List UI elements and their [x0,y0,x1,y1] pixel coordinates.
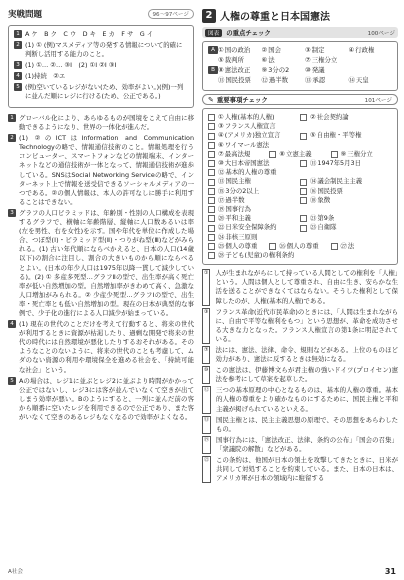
checkbox-icon[interactable] [208,215,215,222]
key-grid-cell [218,56,262,65]
check-item [300,187,392,196]
check-row [208,242,392,251]
check-row [208,113,392,122]
note-text: 人が生まれながらにして持っている人間としての権利を「人権」という。人間は個人として尊重され、自由に生き、安らかな生活を送ることができなくてはならない。そうした権利として保障したのが、人権(基本的人権)である。 [215,269,398,305]
check-item-text: 第9条 [317,214,335,223]
key-page-ref: 100ページ [367,30,395,37]
key-grid-letter [208,56,218,65]
note-paragraph [202,269,398,305]
practice-title: 実戦問題 [8,10,43,20]
check-item-number: ㉗ [340,241,347,250]
check-item-text: 自由権・平等権 [316,131,362,140]
checkbox-icon[interactable] [208,151,215,158]
check-pencil-icon: ✎ [208,95,214,104]
key-grid-answer: 承認 [312,76,326,84]
section-title: 人権の尊重と日本国憲法 [220,12,330,23]
key-grid-marker: ③ [305,46,311,54]
check-item-number: ④ [218,131,224,140]
explanation-text: (1) ②のICTはInformation and Communication Technologyの略で、情報通信技術のこと。情報処理を行うコンピューター、スマートフォンなどの情報端末、インターネットなどの通信技術が一体となって、情報通信技術が進歩している。SNSはSocial Networking Serviceの略で、インターネット上で情報を送受信できるソーシャルメディアの一つである。②の個人情報は、本人の許可なしに勝手に利用することはできない。 [19,134,194,206]
check-item [208,159,300,168]
key-grid-marker: ⑥ [261,56,268,64]
answer-row [14,41,188,59]
key-grid-cell [218,66,262,75]
check-item [300,196,392,205]
key-grid-marker: ⑧ [218,66,224,74]
note-paragraph [202,416,398,434]
check-item-number: ⑰ [218,195,225,204]
check-item-number: ⑩ [218,159,224,168]
check-item-number: ⑳ [218,214,225,223]
explanation-number: 5 [8,377,16,385]
key-grid-cell [305,56,349,65]
checkbox-icon[interactable] [300,179,307,186]
important-check-strip [202,94,398,105]
checkbox-icon[interactable] [208,197,215,204]
check-row [208,251,392,260]
check-row [208,131,392,140]
answer-row [14,61,188,70]
important-check-page-ref: 101ページ [364,97,392,104]
note-paragraph [202,346,398,364]
check-item-text: 象徴 [317,195,331,204]
key-grid-marker: ⑪ [218,76,225,84]
check-item [300,113,392,122]
explanation-number: 4 [8,320,16,328]
check-item-text: フランス人権宣言 [224,122,276,131]
checkbox-icon[interactable] [300,133,307,140]
key-tag: 図表 [205,29,222,37]
check-item-text: 個人の尊重 [225,241,258,250]
check-item-number: ⑫ [218,168,225,177]
check-item [269,150,330,159]
check-item-number: ⑬ [218,177,225,186]
key-grid-answer: 発議 [311,66,325,74]
checkbox-icon[interactable] [208,252,215,259]
checkbox-icon[interactable] [208,114,215,121]
key-grid-marker: ⑤ [218,56,224,64]
check-item [208,187,300,196]
key-grid-cells [218,46,392,55]
check-item-number: ⑨ [340,149,347,158]
key-grid-cells [218,66,392,75]
note-number: ⑲ [202,436,211,454]
key-grid-letter: A [208,46,218,54]
check-row [208,205,392,214]
note-text: 国事行為には、「憲法改正、法律、条約の公布」「国会の召集」「衆議院の解散」などがある。 [216,435,398,453]
key-grid-cell [218,76,262,85]
explanation-text: Aの場合は、レジ1に並ぶとレジ2に並ぶより時間がかかって公正ではないし、レジ3には客が並んでいなくて空きが出てしまう効率が悪い。Bのようにすると、一列に並んだ前の客から順番に空いたレジを利用できるので公正であり、また客がいなくて空きのあるレジもなくなるので効率がよくなる。 [19,376,194,421]
answer-box [8,25,194,108]
practice-page-ref: 96～97ページ [148,9,195,19]
checkbox-icon[interactable] [300,188,307,195]
check-item-text: 大日本帝国憲法 [224,159,270,168]
check-item-text: 人権(基本的人権) [224,113,275,121]
checkbox-icon[interactable] [208,243,215,250]
key-grid-marker: ⑭ [348,76,355,84]
left-column [8,8,194,424]
key-grid-letter [208,76,218,85]
check-row [208,159,392,168]
answer-text: (1)持続 ②エ [25,72,66,80]
footer-publisher: A社会 [8,569,24,575]
check-item [300,131,392,140]
key-grid-answer: 国民投票 [225,76,251,84]
section-number: 2 [202,9,216,23]
explanation-number: 1 [8,114,16,122]
check-item [208,150,269,159]
checkbox-icon[interactable] [331,151,338,158]
answer-number: 5 [14,83,22,91]
check-item-number: ⑮ [218,186,225,195]
explanation-paragraph [8,320,194,375]
key-grid-answer: 国会 [268,46,282,54]
key-check-strip [202,27,398,38]
checkbox-icon[interactable] [300,225,307,232]
section-header [202,8,398,23]
explanation-text: グラフの人口ピラミッドは、年齢別・性別の人口構成を表現するグラフで、横軸に年齢階層、縦軸に人口数あるいは率(左を男性、右を女性)を示す。国や年代を単位に作成した場合、つぼ型(Ⅰ)・ピラミッド型(Ⅱ)・つりがね型(Ⅲ)などがみられる。(1) 古い年代順にならべかえると、日本の人口(14歳以下)の割合に注目し、割合の大きいものから順にならべるとよい。(日本の年少人口は1975年以降一貫して減少している)。(2) ① 多産多死型…グラフⅡの型で、出生率が高く死亡率が低い自然増加の型。自然増加率がきわめて高く、急激な人口増加がみられる。② 少産少死型…グラフⅠの型で、出生率・死亡率とも低い自然増加の型。現在の日本が典型的な事例で、少子化の進行による人口減少が始まっている。 [19,208,194,317]
explanation-text: グローバル化により、あらゆるものが国境をこえて自由に移動できるようになり、世界の一体化が進んだ。 [19,114,194,132]
page-number: 31 [384,567,396,576]
key-grid-cell [262,66,306,75]
checkbox-icon[interactable] [208,206,215,213]
note-text: 三つの基本原理の中心となるものは、基本的人権の尊重。基本的人権の尊重をより確かなものにするために、国民主権と平和主義が掲げられているといえる。 [216,386,398,413]
key-grid-answer: 憲法改正 [224,66,251,74]
key-grid-row [208,66,392,75]
note-number: ⑦ [202,346,210,364]
check-item [208,223,300,232]
check-item-number: ㉓ [310,223,317,232]
check-item-text: 3分の2以上 [225,186,260,195]
check-item [331,150,392,159]
note-text: 法には、憲法、法律、命令、規則などがある。上位のものほど効力があり、憲法に反するときは無効になる。 [215,346,398,364]
answer-text: (例)空いているレジがない(ため、効率がよい。)(例)一列に並んだ順にレジに行ける(ため、公正である。) [25,83,184,100]
checkbox-icon[interactable] [208,179,215,186]
note-text: この憲法は、伊藤博文らが君主権の強いドイツ(プロイセン)憲法を参考にして草案を起草した。 [215,366,398,384]
check-item-text: 法 [347,241,355,250]
important-check-label: 重要事項チェック [216,96,268,104]
check-item [208,131,300,140]
check-row [208,187,392,196]
check-item [300,177,392,186]
check-item-number: ⑤ [310,131,316,140]
check-item [208,177,300,186]
answer-row [14,30,188,39]
check-item-text: 国事行為 [225,205,251,214]
check-row [208,141,392,150]
note-number: ③ [202,308,210,344]
explanation-paragraph [8,377,194,422]
key-grid-row [208,46,392,55]
note-paragraph [202,308,398,344]
note-number: ⑬ [202,416,211,434]
key-grid-answer: 三権分立 [311,56,338,64]
check-item [300,223,392,232]
check-row [208,223,392,232]
note-number: ⑩ [202,366,210,384]
check-item-text: 基本的人権の尊重 [225,168,277,177]
key-grid-answer: 国の政治 [224,46,251,54]
checkbox-icon[interactable] [331,243,338,250]
note-paragraph [202,386,398,413]
check-row [208,233,392,242]
right-column [202,8,398,485]
key-grid-row [208,76,392,85]
check-item-number: ③ [218,122,224,131]
check-item-text: 自衛隊 [317,223,337,232]
note-text: 国民主権とは、民主主義思想の原理で、その思想をあらわしたもの。 [216,415,398,433]
check-item-number: ⑱ [310,195,317,204]
key-grid-cell [349,46,393,55]
answer-row [14,83,188,101]
check-item [208,251,392,260]
practice-header [8,8,194,20]
key-grid-marker: ⑨ [261,66,268,74]
checkbox-icon[interactable] [269,151,276,158]
check-item-number: ① [218,113,224,121]
answer-text: A ケ B ク C ウ D キ E カ F サ G イ [25,30,154,38]
checkbox-icon[interactable] [208,123,215,130]
check-item-number: ㉖ [279,241,286,250]
key-grid-marker: ⑬ [305,76,312,84]
checkbox-icon[interactable] [269,243,276,250]
key-grid-answer: 過半数 [268,76,289,84]
check-item-number: ㉑ [310,214,317,223]
check-item-number: ⑲ [218,205,225,214]
key-grid-cells [218,56,392,65]
explanation-paragraph [8,134,194,207]
key-check-box [202,41,398,91]
answer-text: (1) ① (例)マスメディア等の発する情報について的確に判断し活用する能力のこと。 [25,41,183,58]
explanation-paragraph [8,114,194,132]
check-item-text: 立憲主義 [286,149,312,158]
key-grid-marker: ⑩ [305,66,311,74]
check-item-text: ワイマール憲法 [224,140,270,149]
checkbox-icon[interactable] [208,169,215,176]
key-grid-row [208,56,392,65]
note-list [202,269,398,483]
key-grid-cell [262,56,306,65]
check-item-number: ② [310,113,316,121]
check-item-number: ⑪ [310,159,317,168]
explanation-number: 2 [8,134,16,142]
key-grid-cells [218,76,392,85]
note-paragraph [202,366,398,384]
key-grid-marker: ⑦ [305,56,311,64]
checkbox-icon[interactable] [208,133,215,140]
check-item-text: 1947年5月3日 [317,159,361,168]
checkbox-icon[interactable] [208,234,215,241]
check-item-text: 日米安全保障条約 [225,223,277,232]
check-item-number: ⑥ [218,140,224,149]
key-grid-cell [349,76,393,85]
check-item [208,196,300,205]
answer-number: 4 [14,72,22,80]
check-item-number: ㉒ [218,223,225,232]
checkbox-icon[interactable] [300,215,307,222]
check-item [300,159,392,168]
checkbox-icon[interactable] [208,160,215,167]
note-paragraph [202,456,398,483]
checkbox-icon[interactable] [208,142,215,149]
check-item [331,242,392,251]
check-item [208,233,392,242]
checkbox-icon[interactable] [208,188,215,195]
check-item [208,141,392,150]
check-item-number: ⑭ [310,177,317,186]
check-item-text: 三権分立 [347,149,373,158]
checkbox-icon[interactable] [208,225,215,232]
check-item-text: 国民主権 [225,177,251,186]
check-item-text: 個人の尊重 [286,241,319,250]
key-grid-answer: 3分の2 [268,66,290,74]
key-grid-cell [305,46,349,55]
note-text: フランス革命(近代市民革命)のときには、「人間は生まれながらに、自由で平等な権利をもつ」という思想が、革命を成功させる大きな力となった。フランス人権宣言の第1条に明記されている。 [215,307,398,343]
explanation-text: (1) 現在の世代のことだけを考えて行動すると、将来の世代が利用するときに資源が枯渇したり、過剰な開発で将来の世代の時代には自然環境が悪化したりするおそれがある。そのようなことのないように、将来の世代のことも考慮して、ムダのない資源の利用や環境保全を進める社会を、「持続可能な社会」という。 [19,320,194,374]
key-grid-cell [262,76,306,85]
check-item-text: 非核三原則 [225,232,258,241]
checkbox-icon[interactable] [300,197,307,204]
check-item-text: 過半数 [225,195,245,204]
check-item-number: ⑦ [218,149,224,158]
check-row [208,150,392,159]
check-item-text: 国民投票 [317,186,343,195]
note-number: ㉒ [202,456,211,483]
note-number: ⑫ [202,386,211,413]
check-item-number: ㉘ [218,251,225,260]
check-item-number: ㉕ [218,241,225,250]
key-grid-marker: ⑫ [261,76,268,84]
check-item [208,242,269,251]
check-item-text: 社会契約論 [316,113,349,121]
key-grid-answer: 裁判所 [224,56,244,64]
key-grid-answer: 行政権 [355,46,375,54]
check-item-number: ⑯ [310,186,317,195]
key-grid-marker: ④ [348,46,355,54]
note-number: ① [202,269,210,305]
key-label: の重点チェック [226,29,271,37]
checkbox-icon[interactable] [300,114,307,121]
key-grid-cell [305,76,349,85]
check-item-number: ㉔ [218,232,225,241]
key-grid-marker: ① [218,46,224,54]
key-grid-cell [262,46,306,55]
answer-number: 3 [14,61,22,69]
key-grid-cell [218,46,262,55]
key-grid-marker: ② [261,46,268,54]
check-item-text: 平和主義 [225,214,251,223]
check-item-text: (アメリカ)独立宣言 [224,131,281,140]
check-item-text: 子ども(児童)の権利条約 [225,251,295,260]
explanation-number: 3 [8,209,16,217]
check-item-number: ⑧ [279,149,285,158]
answer-number: 2 [14,41,22,49]
check-item [208,113,300,122]
explanation-list [8,114,194,422]
answer-text: (1) ①… ②… ③Ⅰ (2) ①Ⅰ ②Ⅰ ③Ⅰ [25,61,117,69]
check-item [269,242,330,251]
check-row [208,196,392,205]
key-grid-letter: B [208,66,218,74]
important-check-box [202,108,398,265]
key-grid-answer: 天皇 [355,76,369,84]
check-item-text: 最高法規 [224,149,251,158]
check-item [208,205,392,214]
note-text: この条約は、他国が日本の領土を攻撃してきたときに、日米が共同して対処することを約束している。また、日本の日本は、アメリカ軍が日本の領域内に駐留する [216,456,398,483]
note-paragraph [202,436,398,454]
checkbox-icon[interactable] [300,160,307,167]
explanation-paragraph [8,209,194,318]
answer-row [14,72,188,81]
key-grid-cell [305,66,349,75]
answer-number: 1 [14,30,22,38]
key-grid-answer: 法 [268,56,275,64]
check-row [208,177,392,186]
check-item-text: 議会制民主主義 [317,177,363,186]
key-grid-answer: 制定 [311,46,325,54]
